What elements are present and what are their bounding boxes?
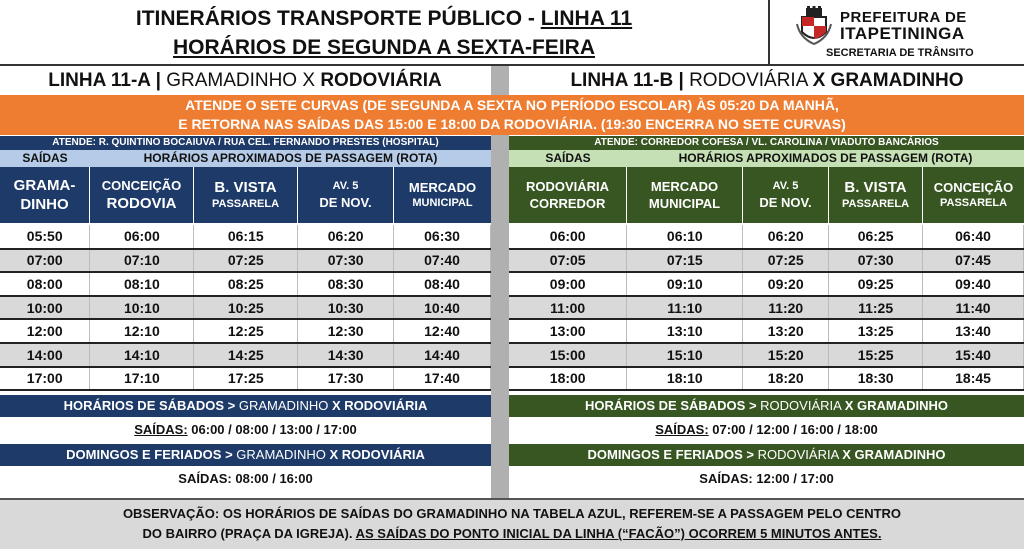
line-a-saturday-prefix: SAÍDAS: [134, 422, 188, 437]
line-a-col-1-l2: RODOVIA [106, 195, 177, 212]
table-row [509, 296, 1024, 320]
line-b-col-3 [829, 167, 923, 223]
time-cell: 06:25 [829, 225, 923, 249]
line-b-saturday-from: RODOVIÁRIA [760, 398, 842, 413]
line-a-sunday-times: SAÍDAS: 08:00 / 16:00 [178, 471, 313, 486]
line-b-sunday-bar [509, 444, 1024, 466]
table-row [509, 343, 1024, 367]
line-b-sunday-label: DOMINGOS E FERIADOS > [587, 447, 755, 462]
time-cell: 10:40 [394, 296, 491, 320]
time-cell: 07:30 [829, 249, 923, 273]
line-b-col-4-l2: PASSARELA [939, 197, 1008, 209]
time-cell: 06:40 [923, 225, 1024, 249]
time-cell: 11:40 [923, 296, 1024, 320]
time-cell: 08:10 [90, 272, 194, 296]
table-row [509, 367, 1024, 391]
line-b-sunday-to: X GRAMADINHO [842, 447, 946, 462]
line-b-route-to: X GRAMADINHO [812, 70, 964, 91]
line-a-col-0 [0, 167, 90, 223]
line-a-saturday-from: GRAMADINHO [238, 398, 329, 413]
time-cell: 13:10 [627, 319, 743, 343]
footer-line-2 [0, 524, 1024, 544]
table-row [0, 343, 491, 367]
time-cell: 09:00 [509, 272, 627, 296]
time-cell: 13:40 [923, 319, 1024, 343]
line-b-title [510, 68, 1024, 94]
time-cell: 09:25 [829, 272, 923, 296]
time-cell: 13:20 [743, 319, 829, 343]
table-row [509, 249, 1024, 273]
line-a-column-headers [0, 167, 491, 223]
time-cell: 18:30 [829, 367, 923, 391]
notice-line-2: E RETORNA NAS SAÍDAS DAS 15:00 E 18:00 DA RODOVIÁRIA. (19:30 ENCERRA NO SETE CURVAS) [178, 116, 846, 132]
page-header [0, 0, 1024, 66]
time-cell: 06:00 [509, 225, 627, 249]
time-cell: 06:10 [627, 225, 743, 249]
time-cell: 12:10 [90, 319, 194, 343]
table-row [509, 319, 1024, 343]
line-a-timetable [0, 225, 491, 391]
time-cell: 08:25 [194, 272, 298, 296]
line-a-route-to: RODOVIÁRIA [320, 70, 442, 91]
time-cell: 06:00 [90, 225, 194, 249]
line-b-col-3-l2: PASSARELA [841, 198, 910, 210]
notice-line-1: ATENDE O SETE CURVAS (DE SEGUNDA A SEXTA NO PERÍODO ESCOLAR) ÀS 05:20 DA MANHÃ, [185, 97, 839, 113]
line-a-col-0-l1: GRAMA- [13, 177, 76, 194]
line-b-saturday-bar [509, 395, 1024, 417]
line-b-saturday-values: 07:00 / 12:00 / 16:00 / 18:00 [712, 422, 878, 437]
header-titles [0, 0, 768, 66]
time-cell: 08:00 [0, 272, 90, 296]
time-cell: 14:25 [194, 343, 298, 367]
line-a-saturday-bar [0, 395, 491, 417]
time-cell: 11:20 [743, 296, 829, 320]
time-cell: 07:25 [743, 249, 829, 273]
line-a-saturday-times [0, 419, 491, 441]
line-a-col-2 [194, 167, 298, 223]
school-notice-banner [0, 95, 1024, 135]
logo-line-3: SECRETARIA DE TRÂNSITO [826, 47, 974, 59]
time-cell: 14:10 [90, 343, 194, 367]
line-b-col-0-l2: CORREDOR [529, 196, 606, 211]
time-cell: 11:00 [509, 296, 627, 320]
logo-line-1: PREFEITURA DE [840, 9, 967, 26]
line-a-saturday-to: X RODOVIÁRIA [332, 398, 428, 413]
line-b-col-2-l1: AV. 5 [772, 180, 799, 192]
time-cell: 11:25 [829, 296, 923, 320]
line-a-col-1 [90, 167, 194, 223]
line-b-attend: ATENDE: CORREDOR COFESA / VL. CAROLINA / VIADUTO BANCÁRIOS [509, 136, 1024, 150]
line-b-col-0 [509, 167, 627, 223]
footer-observation [0, 498, 1024, 549]
time-cell: 09:20 [743, 272, 829, 296]
time-cell: 12:00 [0, 319, 90, 343]
logo-line-2: ITAPETININGA [840, 24, 965, 43]
line-a-col-1-l1: CONCEIÇÃO [101, 178, 182, 193]
footer-line-1: OBSERVAÇÃO: OS HORÁRIOS DE SAÍDAS DO GRAMADINHO NA TABELA AZUL, REFEREM-SE A PASSAGEM PELO CENTRO [122, 506, 902, 521]
time-cell: 13:25 [829, 319, 923, 343]
time-cell: 12:25 [194, 319, 298, 343]
line-b-col-4 [923, 167, 1024, 223]
line-a-col-4 [394, 167, 491, 223]
time-cell: 18:10 [627, 367, 743, 391]
time-cell: 08:40 [394, 272, 491, 296]
line-b-departures-label: SAÍDAS [545, 151, 591, 165]
line-b-column-headers [509, 167, 1024, 223]
line-a-col-3 [298, 167, 394, 223]
line-b-saturday-label: HORÁRIOS DE SÁBADOS > [584, 398, 757, 413]
time-cell: 10:00 [0, 296, 90, 320]
time-cell: 07:15 [627, 249, 743, 273]
line-a-sunday-from: GRAMADINHO [236, 447, 326, 462]
time-cell: 07:00 [0, 249, 90, 273]
line-a-col-4-l2: MUNICIPAL [412, 197, 473, 209]
time-cell: 06:30 [394, 225, 491, 249]
time-cell: 06:20 [743, 225, 829, 249]
table-row [0, 249, 491, 273]
table-row [0, 225, 491, 249]
line-b-subheader [509, 150, 1024, 167]
time-cell: 07:25 [194, 249, 298, 273]
time-cell: 10:25 [194, 296, 298, 320]
line-b-timetable [509, 225, 1024, 391]
line-a-title [0, 68, 490, 94]
time-cell: 17:10 [90, 367, 194, 391]
line-a-sunday-bar [0, 444, 491, 466]
time-cell: 14:40 [394, 343, 491, 367]
time-cell: 18:00 [509, 367, 627, 391]
line-b-col-1 [627, 167, 743, 223]
line-b-col-2-l2: DE NOV. [759, 195, 812, 210]
table-row [0, 272, 491, 296]
line-a-col-0-l2: DINHO [20, 196, 69, 213]
table-row [0, 319, 491, 343]
time-cell: 12:40 [394, 319, 491, 343]
time-cell: 11:10 [627, 296, 743, 320]
line-a-route-label: HORÁRIOS APROXIMADOS DE PASSAGEM (ROTA) [143, 151, 438, 165]
time-cell: 07:30 [298, 249, 394, 273]
line-a-subheader [0, 150, 491, 167]
page-title [0, 7, 768, 31]
time-cell: 14:00 [0, 343, 90, 367]
time-cell: 15:10 [627, 343, 743, 367]
line-a-sunday-to: X RODOVIÁRIA [329, 447, 425, 462]
time-cell: 06:20 [298, 225, 394, 249]
line-a-departures-label: SAÍDAS [22, 151, 68, 165]
time-cell: 17:25 [194, 367, 298, 391]
time-cell: 10:30 [298, 296, 394, 320]
line-b-col-0-l1: RODOVIÁRIA [525, 179, 610, 194]
line-b-route-from: RODOVIÁRIA [689, 70, 808, 91]
line-b-saturday-prefix: SAÍDAS: [655, 422, 709, 437]
footer-line-2-plain: DO BAIRRO (PRAÇA DA IGREJA). [142, 526, 353, 541]
table-row [0, 296, 491, 320]
line-a-route-from: GRAMADINHO X [166, 70, 316, 91]
time-cell: 07:45 [923, 249, 1024, 273]
subtitle-text: HORÁRIOS DE SEGUNDA A SEXTA-FEIRA [173, 36, 595, 59]
table-row [509, 272, 1024, 296]
page-subtitle [0, 36, 768, 60]
city-logo [768, 0, 1024, 66]
title-prefix: ITINERÁRIOS TRANSPORTE PÚBLICO - [135, 7, 541, 30]
line-b-col-2 [743, 167, 829, 223]
time-cell: 17:40 [394, 367, 491, 391]
time-cell: 07:05 [509, 249, 627, 273]
line-a-saturday-label: HORÁRIOS DE SÁBADOS > [63, 398, 236, 413]
line-a-code: LINHA 11-A | [48, 70, 161, 91]
line-a-attend: ATENDE: R. QUINTINO BOCAIUVA / RUA CEL. FERNANDO PRESTES (HOSPITAL) [0, 136, 491, 150]
line-b-col-1-l2: MUNICIPAL [648, 196, 721, 211]
line-a-col-2-l2: PASSARELA [211, 198, 280, 210]
time-cell: 07:10 [90, 249, 194, 273]
time-cell: 15:40 [923, 343, 1024, 367]
line-a-col-3-l2: DE NOV. [319, 195, 372, 210]
time-cell: 09:40 [923, 272, 1024, 296]
time-cell: 15:00 [509, 343, 627, 367]
title-line-number: LINHA 11 [540, 7, 633, 30]
city-seal-icon [794, 6, 834, 46]
line-b-saturday-to: X GRAMADINHO [844, 398, 948, 413]
time-cell: 15:20 [743, 343, 829, 367]
line-b-saturday-times [509, 419, 1024, 441]
time-cell: 07:40 [394, 249, 491, 273]
line-a-saturday-values: 06:00 / 08:00 / 13:00 / 17:00 [191, 422, 357, 437]
line-b-sunday-from: RODOVIÁRIA [757, 447, 839, 462]
time-cell: 15:25 [829, 343, 923, 367]
line-a-sunday-label: DOMINGOS E FERIADOS > [66, 447, 233, 462]
line-b-route-label: HORÁRIOS APROXIMADOS DE PASSAGEM (ROTA) [678, 151, 973, 165]
time-cell: 14:30 [298, 343, 394, 367]
time-cell: 12:30 [298, 319, 394, 343]
line-b-col-3-l1: B. VISTA [844, 179, 907, 196]
table-row [509, 225, 1024, 249]
line-b-sunday-times: SAÍDAS: 12:00 / 17:00 [699, 471, 834, 486]
time-cell: 09:10 [627, 272, 743, 296]
line-b-col-4-l1: CONCEIÇÃO [933, 180, 1014, 195]
line-b-code: LINHA 11-B | [570, 70, 684, 91]
time-cell: 18:45 [923, 367, 1024, 391]
time-cell: 17:30 [298, 367, 394, 391]
line-a-col-2-l1: B. VISTA [214, 179, 277, 196]
time-cell: 05:50 [0, 225, 90, 249]
time-cell: 13:00 [509, 319, 627, 343]
time-cell: 06:15 [194, 225, 298, 249]
time-cell: 10:10 [90, 296, 194, 320]
footer-line-2-underlined: AS SAÍDAS DO PONTO INICIAL DA LINHA (“FACÃO”) OCORREM 5 MINUTOS ANTES. [355, 526, 882, 541]
table-row [0, 367, 491, 391]
time-cell: 18:20 [743, 367, 829, 391]
line-a-col-4-l1: MERCADO [408, 180, 477, 195]
line-b-col-1-l1: MERCADO [650, 179, 719, 194]
time-cell: 17:00 [0, 367, 90, 391]
time-cell: 08:30 [298, 272, 394, 296]
line-a-col-3-l1: AV. 5 [332, 180, 359, 192]
